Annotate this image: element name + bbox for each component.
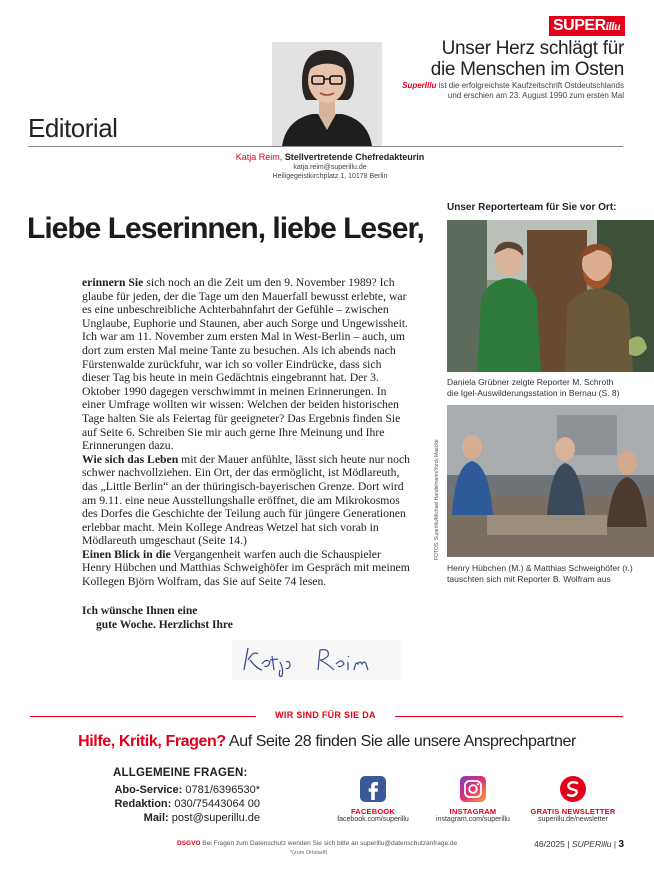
paragraph-1-lead: erinnern Sie <box>82 276 144 289</box>
abo-label: Abo-Service: <box>114 784 183 796</box>
reporter-photo-interview <box>447 405 654 557</box>
closing <box>82 605 233 632</box>
instagram-label: INSTAGRAM <box>449 807 497 816</box>
abo-value: 0781/6396530* <box>182 784 260 796</box>
footer-brand: SUPERillu <box>571 839 612 849</box>
dsgvo-text: Bei Fragen zum Datenschutz wenden Sie sich bitte an superillu@datenschutzanfrage.de <box>200 840 458 847</box>
dsgvo-label: DSGVO <box>177 840 201 847</box>
footer-rule-left <box>30 716 256 717</box>
author-portrait <box>272 42 382 146</box>
tagline-brand: SuperIllu <box>402 81 437 90</box>
photo-credit-text: FOTOS: SuperIllu/Michael Handelmann/Yorck Maecke <box>434 439 440 560</box>
contact-block <box>90 783 260 825</box>
hilfe-rest: Auf Seite 28 finden Sie alle unsere Ansprechpartner <box>225 733 576 750</box>
photo-credit <box>431 412 441 562</box>
newsletter-url: superillu.de/newsletter <box>538 816 608 823</box>
issue-number: 46/2025 <box>534 839 565 849</box>
paragraph-2-lead: Wie sich das Leben <box>82 452 179 466</box>
facebook-icon <box>360 776 386 802</box>
paragraph-2 <box>82 453 412 548</box>
instagram-link[interactable] <box>418 776 528 823</box>
reporter-team-heading: Unser Reporterteam für Sie vor Ort: <box>447 202 617 213</box>
editorial-body <box>82 276 412 589</box>
author-email: katja.reim@superillu.de <box>293 164 367 171</box>
mail-label: Mail: <box>143 812 169 824</box>
slogan <box>431 38 624 80</box>
author-address: Heiligegeistkirchplatz 1, 10178 Berlin <box>272 173 388 180</box>
allgemeine-fragen-heading: ALLGEMEINE FRAGEN: <box>113 767 248 779</box>
page-number: 3 <box>618 839 624 850</box>
dsgvo-note <box>177 840 497 847</box>
facebook-label: FACEBOOK <box>350 807 396 816</box>
newsletter-label: GRATIS NEWSLETTER <box>530 807 616 816</box>
paragraph-3-lead: Einen Blick in die <box>82 547 171 561</box>
caption-2-line-2: tauschten sich mit Reporter B. Wolfram aus <box>447 574 611 584</box>
footer-rule-right <box>395 716 623 717</box>
hilfe-red: Hilfe, Kritik, Fragen? <box>78 733 226 750</box>
closing-line-2: gute Woche. Herzlichst Ihre <box>96 618 233 631</box>
headline: Liebe Leserinnen, liebe Leser, <box>27 212 424 245</box>
author-name: Katja Reim, <box>235 152 283 162</box>
caption-2 <box>447 563 647 585</box>
caption-1-line-1: Daniela Grübner zeigte Reporter M. Schroth <box>447 377 614 387</box>
ortstarif-note: *(zum Ortstarif) <box>290 850 328 856</box>
tagline-line-2: und erschien am 23. August 1990 zum ersten Mal <box>447 91 624 100</box>
caption-2-line-1: Henry Hübchen (M.) & Matthias Schweighöfer (r.) <box>447 563 633 573</box>
editorial-divider <box>28 146 623 147</box>
paragraph-2-text: mit der Mauer anfühlte, lässt sich heute nur noch schwer nachvollziehen. Ein Ort, der das ermöglicht, ist Mödlareuth, das „Little Berlin“ an der thüringisch-bayerischen Grenze. Dort wird am 9.11. eine neue Ausstellungshalle eröffnet, die am Mikrokosmos des Dorfes die Geschichte der Teilung auch für jüngere Generationen erlebbar macht. Mein Kollege Andreas Wetzel hat sich vorab in Mödlareuth umgeschaut (Seite 14.) <box>82 452 410 548</box>
paragraph-3-text: Vergangenheit warfen auch die Schauspieler Henry Hübchen und Matthias Schweighöfer im Gespräch mit meinem Kollegen Björn Wolfram, das Sie auf Seite 74 lesen. <box>82 547 410 589</box>
caption-1 <box>447 377 647 399</box>
tagline <box>402 81 624 101</box>
caption-1-line-2: die Igel-Auswilderungsstation in Bernau (S. 8) <box>447 388 620 398</box>
superillu-logo <box>549 16 625 36</box>
logo-main-text: SUPER <box>553 17 606 34</box>
slogan-line-1: Unser Herz schlägt für <box>441 38 624 59</box>
page-footer: 46/2025 | SUPERillu | 3 <box>534 839 624 850</box>
facebook-url: facebook.com/superillu <box>337 816 409 823</box>
mail-value[interactable]: post@superillu.de <box>168 812 260 824</box>
wir-sind-heading: WIR SIND FÜR SIE DA <box>275 710 376 720</box>
facebook-link[interactable] <box>318 776 428 823</box>
newsletter-icon <box>560 776 586 802</box>
instagram-icon <box>460 776 486 802</box>
author-byline <box>200 152 460 181</box>
author-role: Stellvertretende Chefredakteurin <box>284 152 425 162</box>
handwritten-signature <box>232 640 402 680</box>
newsletter-link[interactable] <box>518 776 628 823</box>
paragraph-3 <box>82 548 412 589</box>
tagline-line-1: ist die erfolgreichste Kaufzeitschrift Ostdeutschlands <box>438 81 624 90</box>
reporter-photo-igel-station <box>447 220 654 372</box>
redaktion-label: Redaktion: <box>114 798 172 810</box>
closing-line-1: Ich wünsche Ihnen eine <box>82 605 198 617</box>
paragraph-1 <box>82 276 412 453</box>
logo-sub-text: illu <box>605 19 621 33</box>
section-title: Editorial <box>28 113 118 143</box>
redaktion-value: 030/75443064 00 <box>171 798 260 810</box>
paragraph-1-text: sich noch an die Zeit um den 9. November 1989? Ich glaube für jeden, der die Tage um den Mauerfall bewusst erlebte, war es eine unbeschreibliche Achterbahnfahrt der Gefühle – zwischen Unglaube, Euphorie und Staunen, aber auch Sorge und Ungewissheit. Ich war am 11. November zum ersten Mal in West-Berlin – auch, um dort zum ersten Mal meine Tante zu besuchen. Als ich abends nach Fürstenwalde zurückfuhr, war ich so voller Eindrücke, dass sich dieser Tag bis heute in mein Gedächtnis eingebrannt hat. Der 3. Oktober 1990 dagegen verschwimmt in meinen Erinnerungen. In einer Umfrage wollten wir wissen: Welchen der beiden historischen Tage halten Sie als Feiertag für geeigneter? Das Ergebnis finden Sie auf Seite 6. Schreiben Sie mir auch gerne Ihre Meinung und Ihre Erinnerungen dazu. <box>82 276 408 453</box>
instagram-url: instagram.com/superillu <box>436 816 510 823</box>
slogan-line-2: die Menschen im Osten <box>430 59 624 80</box>
hilfe-line <box>0 733 654 751</box>
